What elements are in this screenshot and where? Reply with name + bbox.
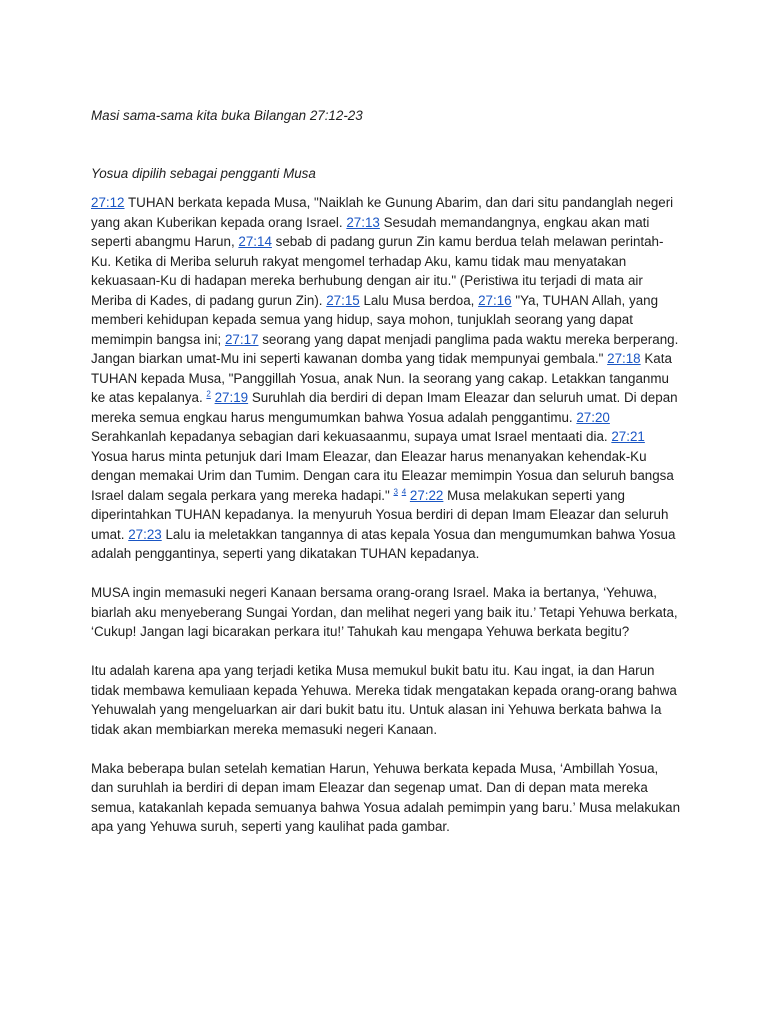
verse-text: Yosua harus minta petunjuk dari Imam Eleazar, dan Eleazar harus menanyakan kehendak-Ku dengan memakai Urim dan Tumim. Dengan cara itu Eleazar memimpin Yosua dan seluruh bangsa Israel dalam segala perkara yang mereka hadapi." [91,448,674,503]
verse-link[interactable]: 27:21 [611,429,645,444]
verse-link[interactable]: 27:17 [224,331,259,347]
verse-text: sebab di padang gurun Zin kamu berdua telah melawan perintah-Ku. Ketika di Meriba seluruh rakyat mengomel terhadap Aku, kamu tidak mau menyatakan kekuasaan-Ku di hadapan mereka berhubung dengan air itu." (Peristiwa itu terjadi di mata air Meriba di Kades, di padang gurun Zin). [91,234,664,308]
verse-text: Suruhlah dia berdiri di depan Imam Eleazar dan seluruh umat. Di depan mereka semua engkau harus mengumumkan bahwa Yosua adalah penggantimu. [91,390,678,425]
intro-line: Masi sama-sama kita buka Bilangan 27:12-23 [91,108,363,123]
paragraph: Maka beberapa bulan setelah kematian Harun, Yehuwa berkata kepada Musa, ‘Ambillah Yosua, dan suruhlah ia berdiri di depan imam Eleazar dan segenap umat. Dan di depan mata mereka semua, katakanlah kepada semuanya bahwa Yosua adalah pemimpin yang baru.’ Musa melakukan apa yang Yehuwa suruh, seperti yang kaulihat pada gambar. [91,760,681,834]
verse-link[interactable]: 27:19 [214,390,249,405]
verse-link[interactable]: 27:15 [326,292,360,308]
footnote-link[interactable]: 4 [401,487,407,497]
verse-link[interactable]: 27:22 [409,487,444,503]
verse-link[interactable]: 27:20 [576,409,610,425]
verse-text: Lalu Musa berdoa, [359,292,479,308]
verse-link[interactable]: 27:14 [238,234,272,249]
commentary [91,583,683,837]
footnote-link[interactable]: 2 [206,389,211,399]
verse-link[interactable]: 27:12 [91,195,125,210]
verse-text: Lalu ia meletakkan tangannya di atas kepala Yosua dan mengumumkan bahwa Yosua adalah penggantinya, seperti yang dikatakan TUHAN kepadanya. [91,526,676,561]
verse-text: Musa melakukan seperti yang diperintahkan TUHAN kepadanya. Ia menyuruh Yosua berdiri di depan Imam Eleazar dan seluruh umat. [91,487,669,542]
verse-link[interactable]: 27:23 [128,526,162,542]
verse-link[interactable]: 27:18 [607,351,641,366]
paragraph: Itu adalah karena apa yang terjadi ketika Musa memukul bukit batu itu. Kau ingat, ia dan Harun tidak membawa kemuliaan kepada Yehuwa. Mereka tidak mengatakan kepada orang-orang bahwa Yehuwalah yang mengeluarkan air dari bukit batu itu. Untuk alasan ini Yehuwa berkata bahwa Ia tidak akan membiarkan mereka memasuki negeri Kanaan. [91,663,677,737]
scripture-passage [91,193,683,564]
verse-link[interactable]: 27:16 [478,292,512,308]
verse-text: seorang yang dapat menjadi panglima pada waktu mereka berperang. Jangan biarkan umat-Mu ini seperti kawanan domba yang tidak mempunyai gembala." [91,331,679,366]
verse-text: Kata TUHAN kepada Musa, "Panggillah Yosua, anak Nun. Ia seorang yang cakap. Letakkan tanganmu ke atas kepalanya. [91,351,672,405]
document-page [91,106,683,856]
verse-text: Sesudah memandangnya, engkau akan mati seperti abangmu Harun, [91,214,650,249]
verse-text: TUHAN berkata kepada Musa, "Naiklah ke Gunung Abarim, dan dari situ pandanglah negeri yang akan Kuberikan kepada orang Israel. [91,195,674,230]
verse-link[interactable]: 27:13 [346,214,380,230]
section-heading: Yosua dipilih sebagai pengganti Musa [91,165,316,181]
paragraph: MUSA ingin memasuki negeri Kanaan bersama orang-orang Israel. Maka ia bertanya, ‘Yehuwa, biarlah aku menyeberang Sungai Yordan, dan melihat negeri yang baik itu.’ Tetapi Yehuwa berkata, ‘Cukup! Jangan lagi bicarakan perkara itu!’ Tahukah kau mengapa Yehuwa berkata begitu? [91,585,678,639]
verse-text: Serahkanlah kepadanya sebagian dari kekuasaanmu, supaya umat Israel mentaati dia. [91,429,612,444]
footnote-link[interactable]: 3 [393,487,398,497]
verse-text: "Ya, TUHAN Allah, yang memberi kehidupan kepada semua yang hidup, saya mohon, tunjuklah seorang yang dapat memimpin bangsa ini; [91,292,659,347]
